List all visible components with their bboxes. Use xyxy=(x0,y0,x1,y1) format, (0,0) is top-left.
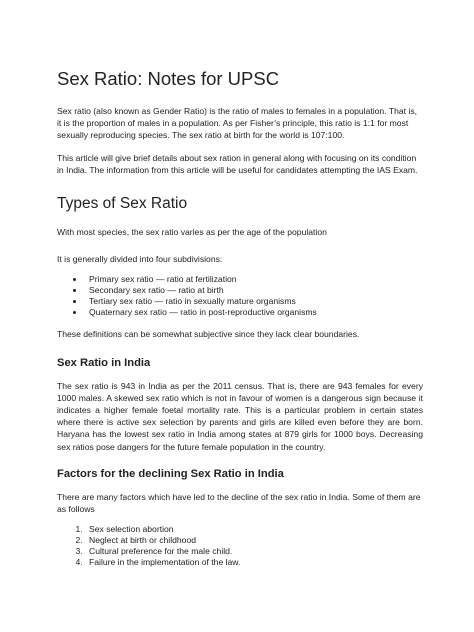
factors-paragraph: There are many factors which have led to the decline of the sex ratio in India. Some of them are as follows xyxy=(57,491,421,515)
document-content xyxy=(57,68,423,568)
intro-paragraph: Sex ratio (also known as Gender Ratio) is the ratio of males to females in a population. That is, it is the proportion of males in a population. As per Fisher’s principle, this ratio is 1:1 for most sexually reproducing species. The sex ratio at birth for the world is 107:100. xyxy=(57,106,418,141)
intro-paragraph-2: This article will give brief details about sex ration in general along with focusing on its condition in India. The information from this article will be useful for candidates attempting the IAS Exam. xyxy=(57,152,418,175)
types-paragraph: With most species, the sex ratio varies as per the age of the population xyxy=(57,227,327,238)
list-item: 4. Failure in the implementation of the law. xyxy=(85,557,423,568)
list-item: • Quaternary sex ratio — ratio in post-reproductive organisms xyxy=(85,307,423,318)
factors-list xyxy=(57,524,423,568)
section-heading-factors: Factors for the declining Sex Ratio in India xyxy=(57,467,284,480)
india-paragraph: The sex ratio is 943 in India as per the 2011 census. That is, there are 943 females for every 1000 males. A skewed sex ratio which is not in favour of women is a dangerous sign because it indicates a higher female foetal mortality rate. This is a particular problem in certain states where there is active sex selection by parents and girls are killed even before they are born. Haryana has the lowest sex ratio in India among states at 879 girls for 1000 boys. Decreasing sex ratios pose dangers for the future female population in the country. xyxy=(57,380,423,452)
page-title: Sex Ratio: Notes for UPSC xyxy=(57,68,280,89)
section-heading-types: Types of Sex Ratio xyxy=(57,195,188,213)
sex-ratio-types-list xyxy=(57,274,423,318)
definitions-note: These definitions can be somewhat subjective since they lack clear boundaries. xyxy=(57,329,360,340)
list-item: • Tertiary sex ratio — ratio in sexually mature organisms xyxy=(85,296,423,307)
list-item: 1. Sex selection abortion xyxy=(85,524,423,535)
section-heading-india: Sex Ratio in India xyxy=(57,356,151,369)
list-item: • Primary sex ratio — ratio at fertilization xyxy=(85,274,423,285)
types-subdivisions-intro: It is generally divided into four subdivisions: xyxy=(57,254,223,265)
list-item: 2. Neglect at birth or childhood xyxy=(85,535,423,546)
list-item: 3. Cultural preference for the male child. xyxy=(85,546,423,557)
list-item: • Secondary sex ratio — ratio at birth xyxy=(85,285,423,296)
